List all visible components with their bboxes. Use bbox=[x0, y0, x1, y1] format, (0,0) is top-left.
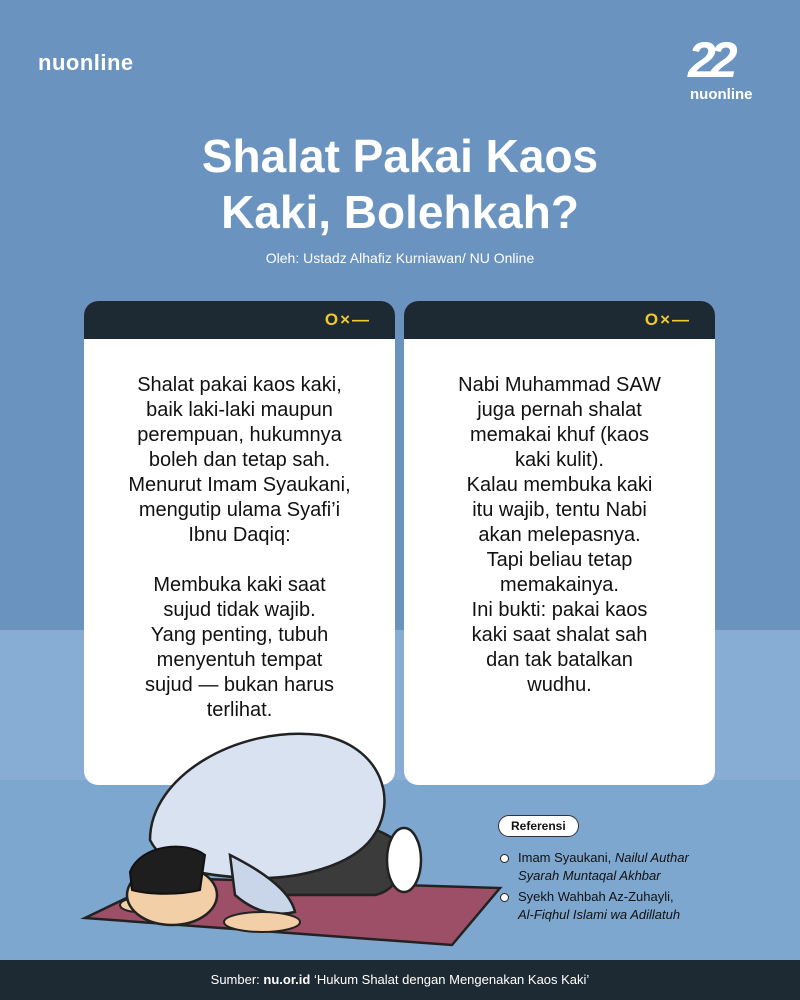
footer-article: ‘Hukum Shalat dengan Mengenakan Kaos Kaki’ bbox=[310, 972, 590, 987]
reference-author: Syekh Wahbah Az-Zuhayli, bbox=[518, 889, 674, 904]
bullet-icon bbox=[500, 893, 509, 902]
reference-work: Al-Fiqhul Islami wa Adillatuh bbox=[518, 907, 681, 922]
anniversary-number: 22 bbox=[688, 32, 732, 88]
sock-icon bbox=[387, 828, 421, 892]
anniversary-word: nuonline bbox=[690, 86, 753, 103]
card-right-text: Nabi Muhammad SAW juga pernah shalat memakai khuf (kaos kaki kulit). Kalau membuka kaki itu wajib, tentu Nabi akan melepasnya. Tapi beliau tetap memakainya. Ini bukti: pakai kaos kaki saat shalat sah dan tak batalkan wudhu. bbox=[458, 374, 661, 696]
anniversary-logo bbox=[688, 32, 764, 106]
footer-site-link[interactable]: nu.or.id bbox=[263, 972, 311, 987]
references-list bbox=[498, 849, 778, 924]
bullet-icon bbox=[500, 854, 509, 863]
window-controls-icon: O×— bbox=[644, 310, 691, 329]
nuonline-logo: nuonline bbox=[38, 50, 134, 75]
source-footer bbox=[0, 960, 800, 1000]
reference-item bbox=[498, 888, 778, 924]
window-controls-icon: O×— bbox=[324, 310, 371, 329]
byline: Oleh: Ustadz Alhafiz Kurniawan/ NU Online bbox=[265, 250, 535, 266]
title-line-2: Kaki, Bolehkah? bbox=[221, 186, 579, 238]
reference-work: Nailul Authar bbox=[614, 850, 689, 865]
reference-work-line2: Syarah Muntaqal Akhbar bbox=[518, 868, 661, 883]
reference-item bbox=[498, 849, 778, 885]
card-left-text: Shalat pakai kaos kaki, baik laki-laki maupun perempuan, hukumnya boleh dan tetap sah. Menurut Imam Syaukani, mengutip ulama Syafi’i Ibnu Daqiq: Membuka kaki saat sujud tidak wajib. Yang penting, tubuh menyentuh tempat sujud — bukan harus terlihat. bbox=[128, 374, 351, 721]
footer-prefix: Sumber: bbox=[210, 972, 264, 987]
references bbox=[498, 815, 778, 927]
page-title bbox=[0, 128, 800, 240]
reference-author: Imam Syaukani, bbox=[518, 850, 615, 865]
card-left-titlebar bbox=[84, 301, 395, 339]
card-right-titlebar bbox=[404, 301, 715, 339]
references-badge: Referensi bbox=[498, 815, 579, 837]
title-line-1: Shalat Pakai Kaos bbox=[201, 130, 599, 182]
